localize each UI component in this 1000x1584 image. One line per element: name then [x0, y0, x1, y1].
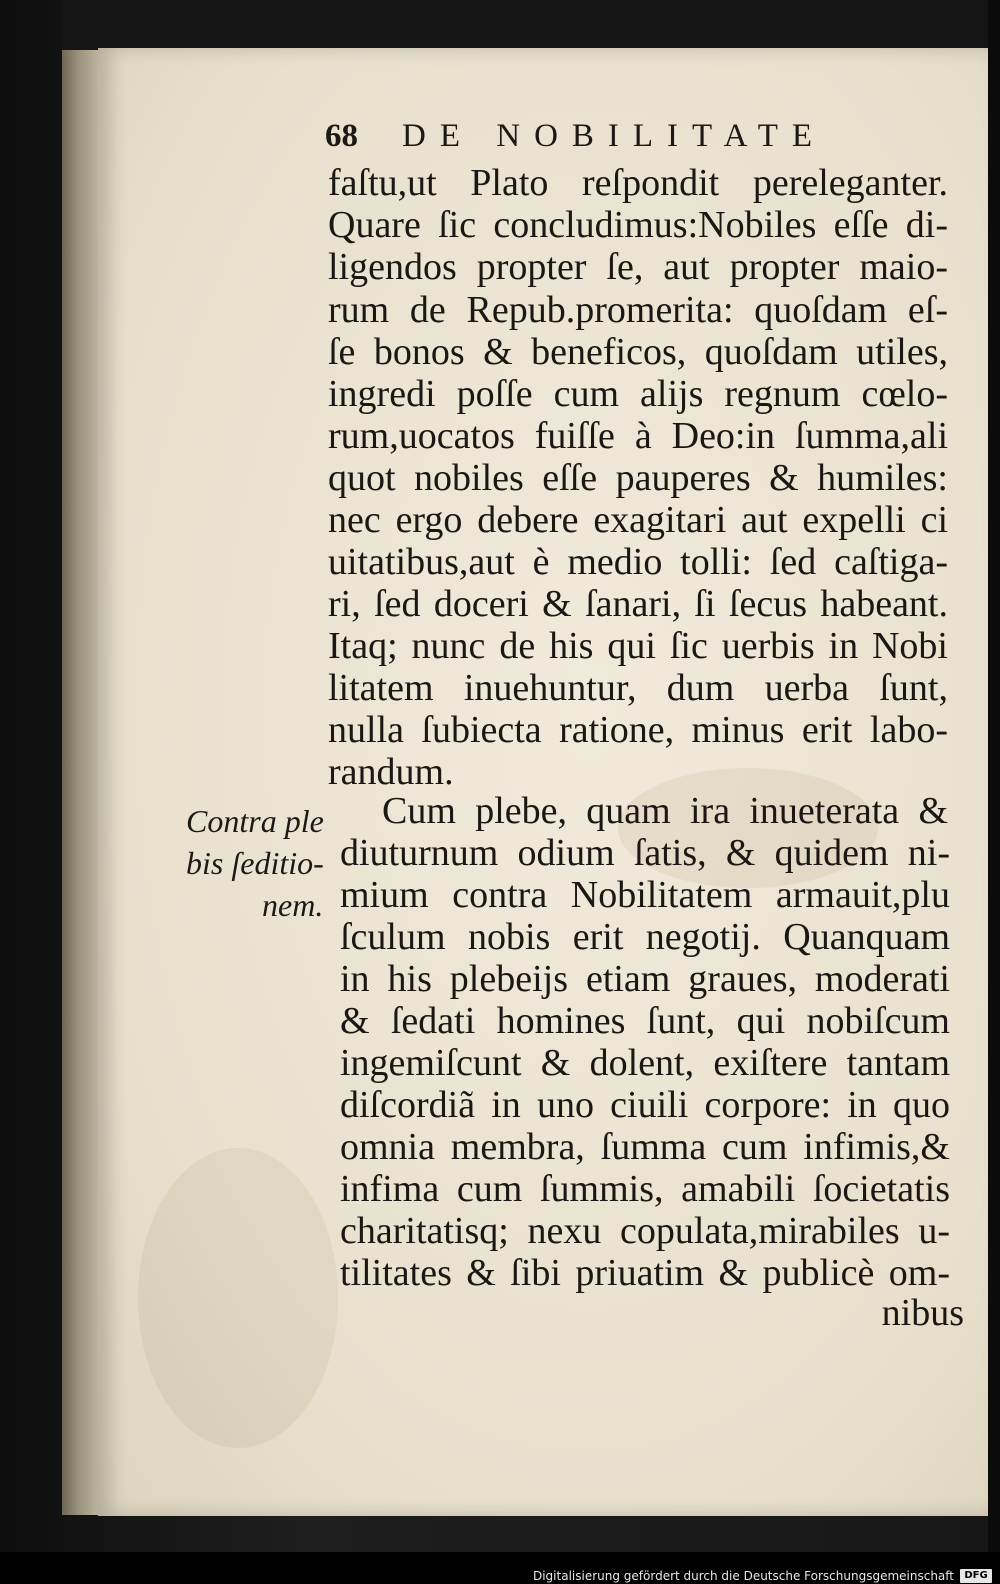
scan-top-border: [62, 0, 988, 50]
page-gutter-edge: [62, 50, 102, 1515]
margin-note-line: Contra ple: [186, 803, 324, 839]
text-line: mium contra Nobilitatem armauit,plu: [340, 874, 950, 916]
text-line: charitatisq; nexu copulata,mirabiles u-: [340, 1210, 950, 1252]
text-line: randum.: [328, 751, 454, 793]
text-line: tilitates & ſibi priuatim & publicè om-: [340, 1252, 950, 1294]
footer-credit: Digitalisierung gefördert durch die Deutsche Forschungsgemeinschaft: [532, 1569, 954, 1583]
text-line: nulla ſubiecta ratione, minus erit labo-: [328, 709, 948, 751]
running-title: DE NOBILITATE: [402, 118, 827, 154]
text-line: nec ergo debere exagitari aut expelli ci: [328, 499, 948, 541]
text-line: uitatibus,aut è medio tolli: ſed caſtiga-: [328, 541, 948, 583]
scan-right-border: [988, 0, 1000, 1584]
page-number: 68: [325, 118, 358, 154]
text-line: rum,uocatos fuiſſe à Deo:in ſumma,ali: [328, 415, 948, 457]
text-line: rum de Repub.promerita: quoſdam eſ-: [328, 289, 948, 331]
page-header: [325, 118, 965, 168]
dfg-logo: DFG: [960, 1569, 992, 1583]
margin-note-line: bis ſeditio-: [186, 845, 324, 881]
text-line: ingemiſcunt & dolent, exiſtere tantam: [340, 1042, 950, 1084]
text-line: litatem inuehuntur, dum uerba ſunt,: [328, 667, 948, 709]
text-line: diuturnum odium ſatis, & quidem ni-: [340, 832, 950, 874]
text-line: diſcordiã in uno ciuili corpore: in quo: [340, 1084, 950, 1126]
text-line: quot nobiles eſſe pauperes & humiles:: [328, 457, 948, 499]
catchword: nibus: [881, 1292, 964, 1334]
text-line: ſe bonos & beneficos, quoſdam utiles,: [328, 331, 948, 373]
text-line: ſculum nobis erit negotij. Quanquam: [340, 916, 950, 958]
text-line: Cum plebe, quam ira inueterata &: [382, 790, 948, 832]
margin-note-line: nem.: [262, 887, 324, 923]
text-line: ingredi poſſe cum alijs regnum cœlo-: [328, 373, 948, 415]
text-line: Quare ſic concludimus:Nobiles eſſe di-: [328, 204, 948, 246]
text-line: infima cum ſummis, amabili ſocietatis: [340, 1168, 950, 1210]
text-line: faſtu,ut Plato reſpondit pereleganter.: [328, 162, 948, 204]
text-line: Itaq; nunc de his qui ſic uerbis in Nobi: [328, 625, 948, 667]
text-line: ri, ſed doceri & ſanari, ſi ſecus habeant.: [328, 583, 948, 625]
text-line: & ſedati homines ſunt, qui nobiſcum: [340, 1000, 950, 1042]
text-line: omnia membra, ſumma cum infimis,&: [340, 1126, 950, 1168]
text-line: in his plebeijs etiam graues, moderati: [340, 958, 950, 1000]
text-line: ligendos propter ſe, aut propter maio-: [328, 246, 948, 288]
